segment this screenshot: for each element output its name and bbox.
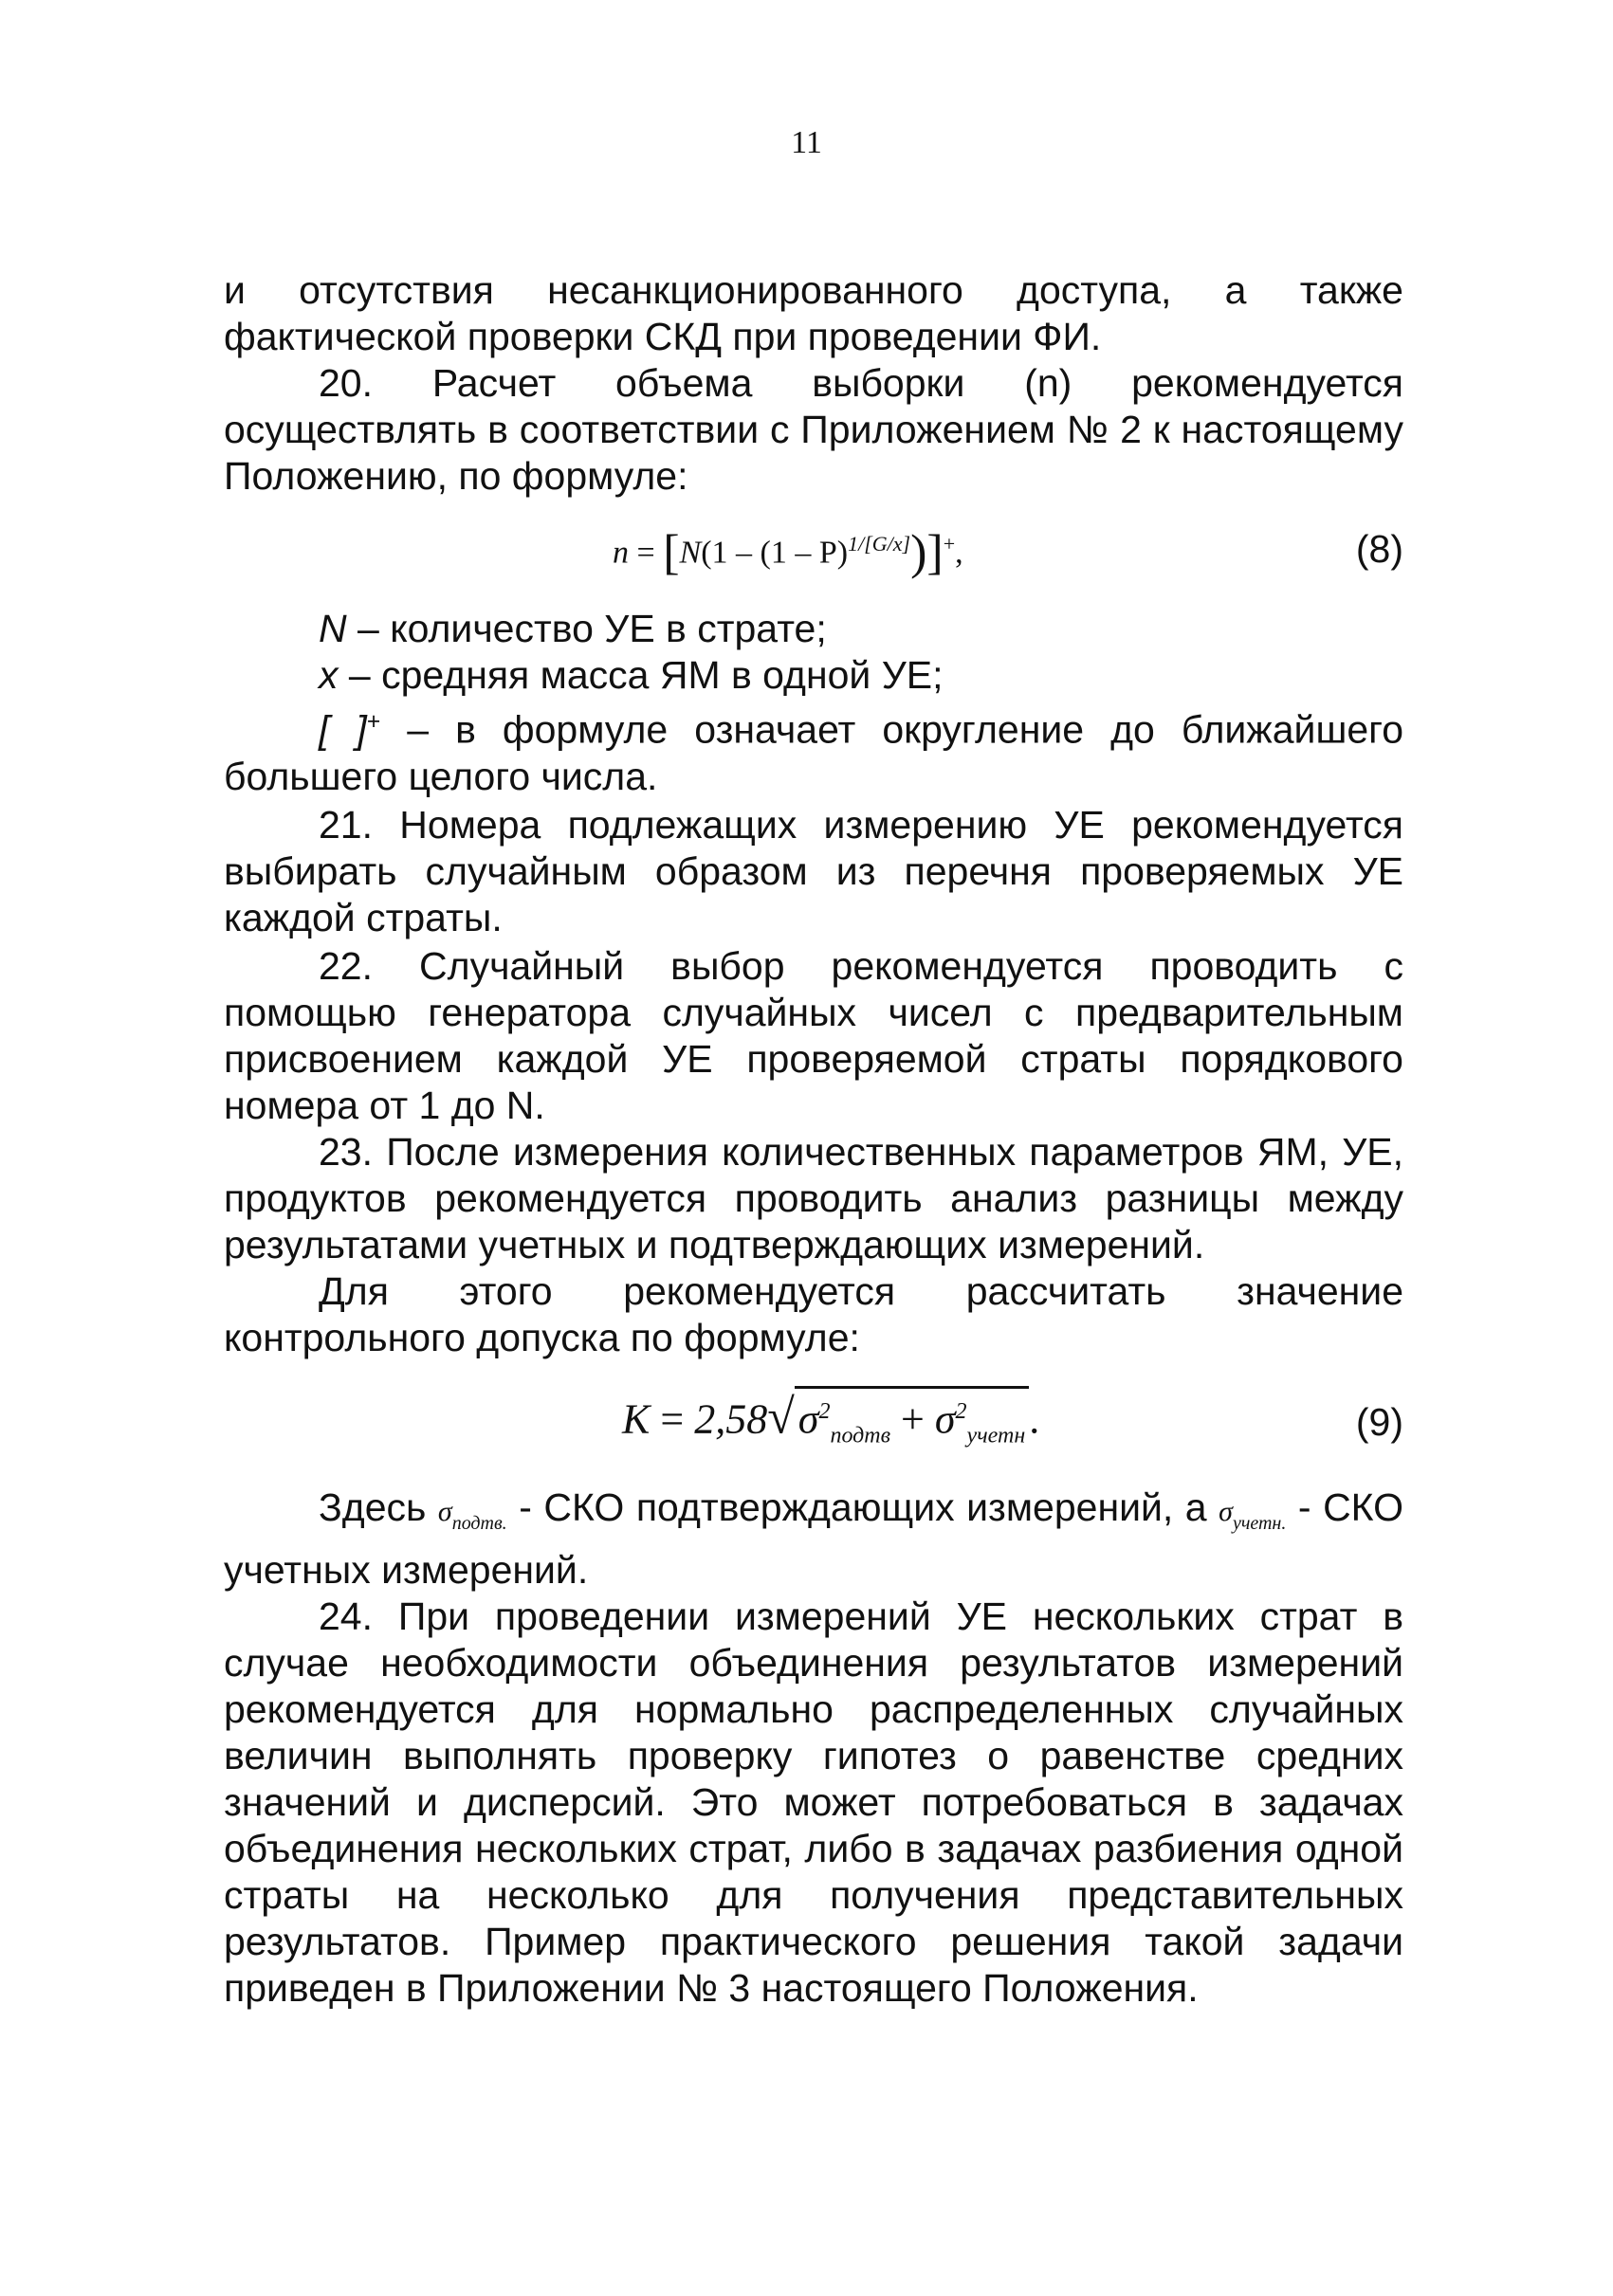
paragraph-23b: Для этого рекомендуется рассчитать значение контрольного допуска по формуле: [224, 1268, 1403, 1359]
here-sigma-2-sub: учетн. [1232, 1512, 1287, 1534]
paragraph-24: 24. При проведении измерений УЕ нескольких страт в случае необходимости объединения результатов измерений рекомендуется для нормально распределенных случайных величин выполнять проверку гипотез о равенстве средних значений и дисперсий. Это может потребоваться в задачах объединения нескольких страт, либо в задачах разбиения одной страты на несколько для получения представительных результатов. Пример практического решения такой задачи приведен в Приложении № 3 настоящего Положения. [224, 1594, 1403, 2010]
formula-9-sigma-1: σ [797, 1395, 819, 1443]
paragraph-here [224, 1485, 1403, 1594]
formula-9-sub-2: учетн [966, 1423, 1026, 1449]
definition-rounding-text: – в формуле означает округление до ближайшего большего целого числа. [224, 707, 1403, 798]
here-mid: - СКО подтверждающих измерений, а [506, 1485, 1219, 1529]
formula-8-number: (8) [1355, 527, 1403, 571]
formula-9 [622, 1386, 1039, 1459]
formula-8-eq: = [629, 535, 664, 571]
formula-9-sqrt-sign: √ [767, 1390, 795, 1445]
formula-8-comma: , [955, 535, 963, 571]
formula-9-eq: = [650, 1395, 695, 1443]
paragraph-23: 23. После измерения количественных параметров ЯМ, УЕ, продуктов рекомендуется проводить анализ разницы между результатами учетных и подтверждающих измерений. [224, 1129, 1403, 1266]
definition-N [224, 606, 1403, 652]
formula-8-open-bracket: [ [663, 525, 680, 580]
paragraph-21: 21. Номера подлежащих измерению УЕ рекомендуется выбирать случайным образом из перечня проверяемых УЕ каждой страты. [224, 802, 1403, 939]
formula-9-dot: . [1029, 1395, 1040, 1443]
definition-rounding [224, 699, 1403, 800]
paragraph-20: 20. Расчет объема выборки (n) рекомендуется осуществлять в соответствии с Приложением № 2 к настоящему Положению, по формуле: [224, 361, 1403, 498]
definition-x-var: x [319, 653, 339, 697]
formula-8-N: N [679, 535, 702, 571]
formula-8-row [224, 500, 1403, 602]
formula-9-coef: 2,58 [694, 1395, 768, 1443]
formula-8-inner: (1 – (1 – P) [701, 535, 849, 571]
definition-N-var: N [319, 607, 347, 650]
formula-8-exponent: 1/[G/x] [848, 532, 911, 556]
here-suffix: - СКО учетных измерений. [224, 1485, 1403, 1592]
formula-8 [613, 520, 963, 580]
formula-9-radicand [795, 1386, 1030, 1459]
formula-8-plus: + [943, 532, 956, 556]
here-prefix: Здесь [319, 1485, 438, 1529]
paragraph-22: 22. Случайный выбор рекомендуется проводить с помощью генератора случайных чисел с предварительным присвоением каждой УЕ проверяемой страты порядкового номера от 1 до N. [224, 943, 1403, 1127]
formula-9-number: (9) [1355, 1399, 1403, 1444]
formula-9-sup-2: 2 [955, 1398, 967, 1424]
document-body [224, 267, 1403, 2012]
formula-9-sigma-2: σ [934, 1395, 956, 1443]
formula-9-lhs: K [622, 1395, 651, 1443]
formula-9-sub-1: подтв [830, 1423, 891, 1449]
definition-x [224, 652, 1403, 699]
definition-rounding-symbol: [ ] [319, 707, 367, 752]
formula-9-sup-1: 2 [818, 1398, 831, 1424]
formula-9-plus: + [890, 1395, 935, 1443]
here-sigma-1: σ [437, 1495, 452, 1527]
formula-9-row [224, 1361, 1403, 1475]
paragraph-continuation: и отсутствия несанкционированного доступа, а также фактической проверки СКД при проведении ФИ. [224, 268, 1403, 358]
here-sigma-2: σ [1219, 1495, 1233, 1527]
formula-8-close-bracket: )] [910, 525, 944, 580]
definition-N-text: – количество УЕ в страте; [346, 607, 827, 650]
formula-8-lhs: n [613, 535, 629, 571]
definition-rounding-plus: + [366, 709, 381, 735]
page-number: 11 [791, 125, 822, 160]
definition-x-text: – средняя масса ЯМ в одной УЕ; [338, 653, 944, 697]
here-sigma-1-sub: подтв. [451, 1512, 507, 1534]
